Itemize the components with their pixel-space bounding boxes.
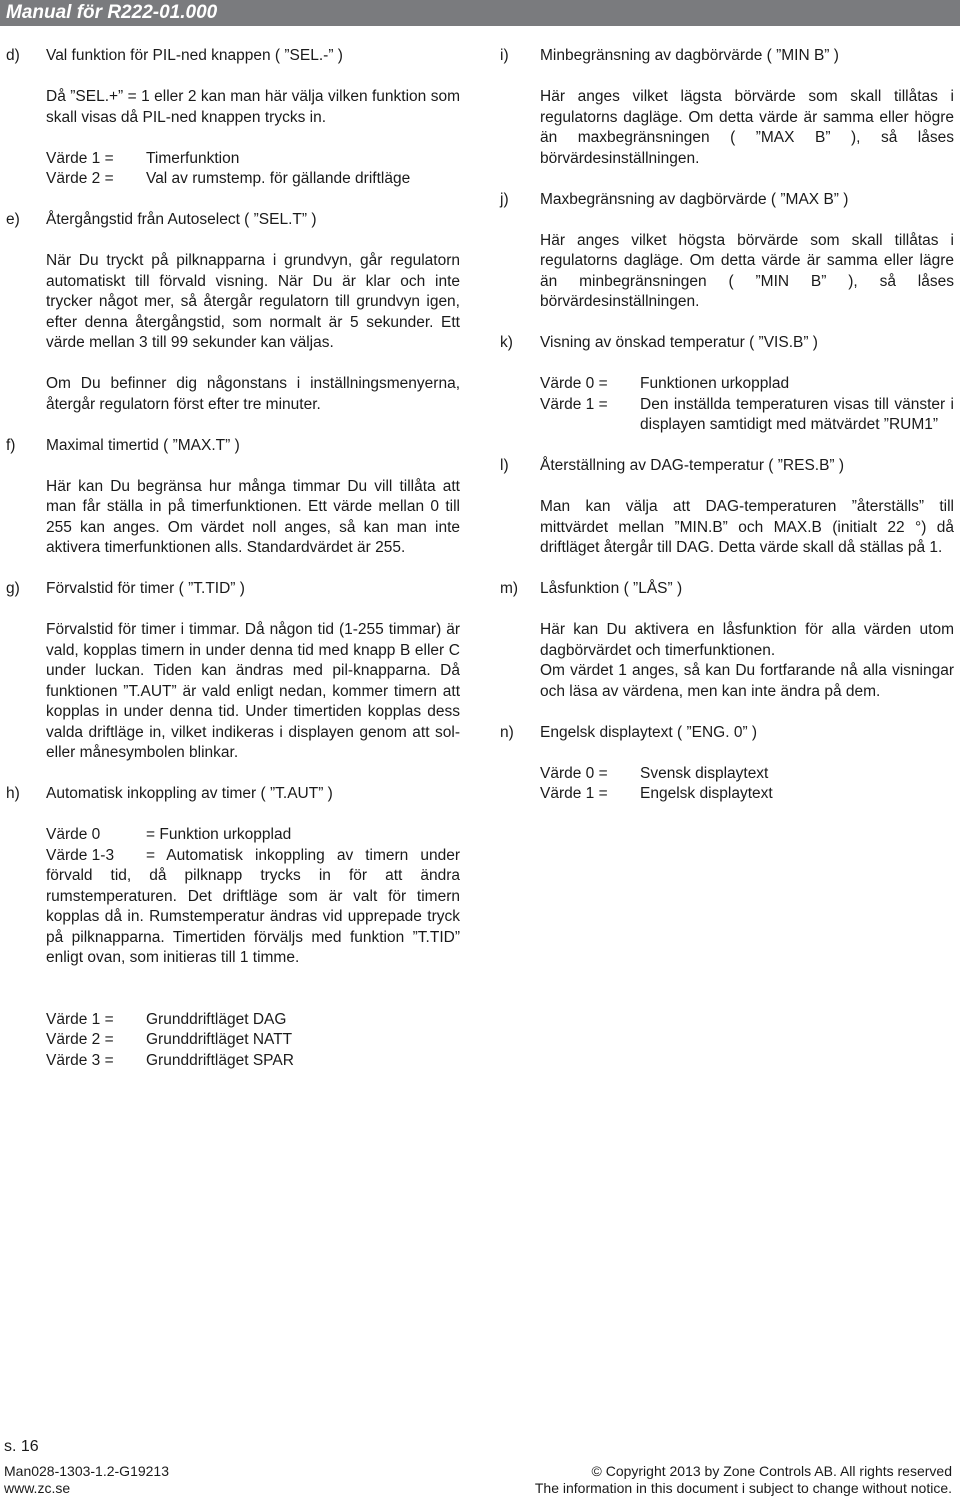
value-key: Värde 3 = (46, 1051, 114, 1069)
value-key: Värde 1 = (540, 785, 608, 802)
value-key: Värde 1 = (46, 1010, 114, 1028)
section-e-body-note: Om Du befinner dig någonstans i inställningsmenyerna, återgår regulatorn först efter tre minuter. (46, 375, 460, 413)
section-j-letter: j) (500, 190, 509, 208)
section-g-heading (6, 579, 460, 600)
value-desc: = Funktion urkopplad (146, 826, 292, 843)
page-header-bar (0, 0, 960, 26)
value-desc: Engelsk displaytext (640, 785, 773, 802)
section-m-letter: m) (500, 580, 519, 597)
section-g-body: Förvalstid för timer i timmar. Då någon tid (1-255 timmar) är vald, kopplas timern in under denna tid med knapp B eller C under luckan. Tiden kan ändras med pil-knapparna. Då funktionen ”T.AUT” är vald enligt nedan, kommer timern att kopplas in under denna tid. Under timertiden kopplas dess valda driftläge in, vilket indikeras i displayen genom att sol- eller månesymbolen blinkar. (46, 621, 460, 761)
section-e-title: Återgångstid från Autoselect ( ”SEL.T” ) (46, 211, 317, 228)
section-m-title: Låsfunktion ( ”LÅS” ) (540, 580, 683, 597)
value-desc: = Automatisk inkoppling av timern under förvald tid, då pilknapp trycks in för att ändra rumstemperaturen. Det driftläge som är valt för timern kopplas då in. Rumstemperatur ändras vid upprepade tryck på pilknapparna. Timertiden förväljs med funktion ”T.TID” enligt ovan, som initieras till 1 timme. (46, 846, 460, 966)
change-notice-text: The information in this document i subject to change without notice. (534, 1480, 952, 1496)
section-m (500, 579, 954, 702)
value-desc: Grunddriftläget DAG (146, 1010, 287, 1028)
value-key: Värde 0 = (540, 764, 608, 782)
section-h-heading (6, 784, 460, 805)
value-row (46, 1010, 460, 1031)
section-n (500, 723, 954, 805)
value-desc: Grunddriftläget NATT (146, 1031, 293, 1048)
section-d-heading (6, 46, 460, 67)
section-k-title: Visning av önskad temperatur ( ”VIS.B” ) (540, 334, 818, 351)
value-key: Värde 1-3 (46, 846, 115, 864)
section-m-body: Här kan Du aktivera en låsfunktion för alla värden utom dagbörvärdet och timerfunktionen. (540, 621, 954, 659)
value-desc: Val av rumstemp. för gällande driftläge (146, 170, 411, 187)
value-key: Värde 2 = (46, 1031, 114, 1048)
section-e-body: När Du tryckt på pilknapparna i grundvyn, går regulatorn automatiskt till förvald visning. När Du är klar och inte trycker något mer, så återgår regulatorn till grundvyn igen, efter denna återgångstid, som normalt är 5 sekunder. Ett värde mellan 3 till 99 sekunder kan väljas. (46, 252, 460, 351)
section-h-mode-values (46, 1010, 460, 1072)
section-e-letter: e) (6, 211, 20, 228)
section-f-body: Här kan Du begränsa hur många timmar Du vill tillåta att man får ställa in på timerfunktionen. Ett värde mellan 0 till 255 kan anges. Om värdet noll anges, så kan man inte aktivera timerfunktionen alls. Standardvärdet är 255. (46, 477, 460, 556)
value-desc: Den inställda temperaturen visas till vänster i displayen samtidigt med mätvärdet ”RUM1” (640, 395, 954, 433)
website-text: www.zc.se (4, 1480, 71, 1496)
section-n-letter: n) (500, 723, 514, 741)
value-row (46, 1051, 460, 1072)
section-l-body: Man kan välja att DAG-temperaturen ”återställs” till mittvärdet mellan ”MIN.B” och MAX.B (initialt 22 °) då driftläget återgår till DAG. Detta värde skall då ställas på 1. (540, 498, 954, 556)
value-key: Värde 1 = (46, 149, 114, 167)
section-l-title: Återställning av DAG-temperatur ( ”RES.B” ) (540, 457, 845, 474)
section-i (500, 46, 954, 169)
value-key: Värde 1 = (540, 395, 608, 413)
section-h (6, 784, 460, 1071)
value-key: Värde 0 = (540, 375, 608, 392)
document-id: Man028-1303-1.2-G19213 (4, 1463, 170, 1479)
page-number: s. 16 (4, 1438, 39, 1455)
section-j-body: Här anges vilket högsta börvärde som skall tillåtas i regulatorns dagläge. Om detta värde är samma eller lägre än minbegränsningen ( ”MIN B” ), så låses börvärdesinställningen. (540, 231, 954, 310)
section-d (6, 46, 460, 190)
value-row (46, 825, 460, 846)
value-row (540, 784, 954, 805)
value-row (46, 149, 460, 170)
section-j-title: Maxbegränsning av dagbörvärde ( ”MAX B” ) (540, 190, 849, 208)
section-i-body: Här anges vilket lägsta börvärde som skall tillåtas i regulatorns dagläge. Om detta värde är samma eller högre än maxbegränsningen ( ”MAX B” ), så låses börvärdesinställningen. (540, 88, 954, 167)
section-f-heading (6, 436, 460, 457)
value-desc: Timerfunktion (146, 149, 240, 167)
section-e-heading (6, 210, 460, 231)
value-row (46, 1030, 460, 1051)
value-desc: Grunddriftläget SPAR (146, 1051, 294, 1069)
section-n-values (540, 764, 954, 805)
copyright-text: © Copyright 2013 by Zone Controls AB. All rights reserved (591, 1463, 952, 1479)
value-key: Värde 2 = (46, 170, 114, 187)
value-row (46, 846, 460, 969)
manual-title: Manual för R222-01.000 (6, 2, 218, 23)
value-row (540, 764, 954, 785)
section-g-letter: g) (6, 580, 20, 597)
section-f-letter: f) (6, 436, 16, 454)
section-h-values (46, 825, 460, 846)
section-n-heading (500, 723, 954, 744)
section-g (6, 579, 460, 764)
value-row (540, 395, 954, 436)
section-e (6, 210, 460, 415)
section-h-title: Automatisk inkoppling av timer ( ”T.AUT” ) (46, 785, 333, 802)
section-k-heading (500, 333, 954, 354)
section-h-letter: h) (6, 785, 20, 802)
value-desc: Funktionen urkopplad (640, 375, 790, 392)
section-n-title: Engelsk displaytext ( ”ENG. 0” ) (540, 723, 758, 741)
section-j-heading (500, 190, 954, 211)
section-d-title: Val funktion för PIL-ned knappen ( ”SEL.-” ) (46, 47, 343, 64)
section-i-heading (500, 46, 954, 67)
section-i-title: Minbegränsning av dagbörvärde ( ”MIN B” ) (540, 47, 839, 64)
section-k-values (540, 374, 954, 436)
section-m-body-note: Om värdet 1 anges, så kan Du fortfarande nå alla visningar och läsa av värdena, men kan inte ändra på dem. (540, 662, 954, 700)
section-d-letter: d) (6, 47, 20, 64)
section-d-body: Då ”SEL.+” = 1 eller 2 kan man här välja vilken funktion som skall visas då PIL-ned knappen trycks in. (46, 88, 460, 126)
section-i-letter: i) (500, 47, 509, 64)
section-j (500, 190, 954, 313)
section-l-letter: l) (500, 457, 509, 474)
section-k (500, 333, 954, 436)
section-k-letter: k) (500, 334, 513, 351)
section-l (500, 456, 954, 559)
right-column (500, 46, 954, 805)
section-m-heading (500, 579, 954, 600)
section-g-title: Förvalstid för timer ( ”T.TID” ) (46, 580, 245, 597)
value-row (46, 169, 460, 190)
section-f-title: Maximal timertid ( ”MAX.T” ) (46, 436, 240, 454)
value-row (540, 374, 954, 395)
section-l-heading (500, 456, 954, 477)
section-f (6, 436, 460, 559)
section-d-values (46, 149, 460, 190)
left-column (6, 46, 460, 1071)
value-desc: Svensk displaytext (640, 764, 769, 782)
value-key: Värde 0 (46, 826, 101, 843)
